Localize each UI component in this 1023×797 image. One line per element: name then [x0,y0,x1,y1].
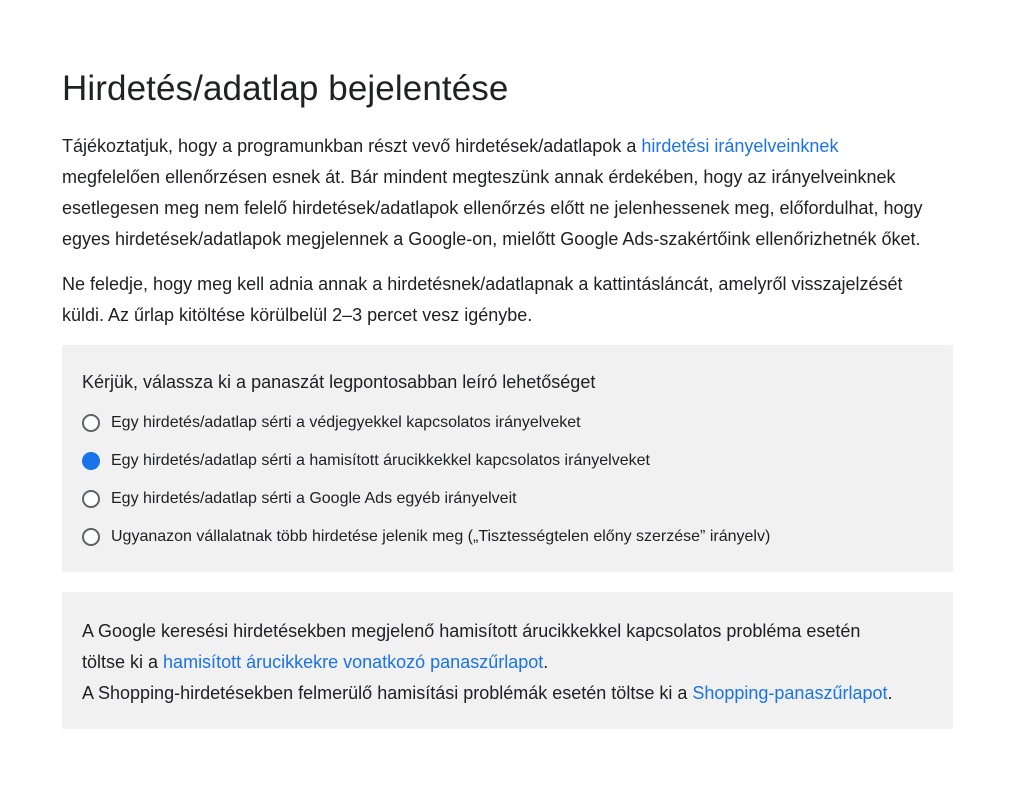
radio-unselected-icon[interactable] [82,490,100,508]
counterfeit-info-text [82,616,902,709]
intro-paragraph [62,131,932,255]
info-sentence1-before: A Google keresési hirdetésekben megjelenő hamisított árucikkekkel kapcsolatos probléma esetén töltse ki a [82,621,861,672]
info-sentence2-before: A Shopping-hirdetésekben felmerülő hamisítási problémák esetén töltse ki a [82,683,693,703]
radio-option-label: Egy hirdetés/adatlap sérti a Google Ads egyéb irányelveit [111,490,517,507]
radio-option-unfair-advantage[interactable] [82,527,925,547]
page-title: Hirdetés/adatlap bejelentése [62,69,509,108]
counterfeit-info-box [62,592,953,729]
advertising-policies-link[interactable]: hirdetési irányelveinknek [641,136,839,156]
radio-selected-icon[interactable] [82,452,100,470]
intro-text-after-link: megfelelően ellenőrzésen esnek át. Bár mindent megteszünk annak érdekében, hogy az irányelveinknek esetlegesen meg nem felelő hirdetések/adatlapok ellenőrzés előtt ne jelenhessenek meg, előfordulhat, hogy egyes hirdetések/adatlapok megjelennek a Google-on, mielőtt Google Ads-szakértőink ellenőrizhetnék őket. [62,167,923,249]
intro-text-before-link: Tájékoztatjuk, hogy a programunkban részt vevő hirdetések/adatlapok a [62,136,642,156]
counterfeit-complaint-form-link[interactable]: hamisított árucikkekre vonatkozó panaszűrlapot [163,652,544,672]
info-sentence1-after: . [543,652,549,672]
radio-option-counterfeit[interactable] [82,451,925,471]
radio-option-other-policies[interactable] [82,489,925,509]
radio-option-trademark[interactable] [82,413,925,433]
shopping-complaint-form-link[interactable]: Shopping-panaszűrlapot [692,683,888,703]
info-sentence2-after: . [887,683,893,703]
radio-option-label: Egy hirdetés/adatlap sérti a hamisított árucikkekkel kapcsolatos irányelveket [111,452,650,469]
radio-unselected-icon[interactable] [82,528,100,546]
note-paragraph: Ne feledje, hogy meg kell adnia annak a hirdetésnek/adatlapnak a kattintásláncát, amelyről visszajelzését küldi. Az űrlap kitöltése körülbelül 2–3 percet vesz igénybe. [62,274,903,325]
complaint-options-box [62,345,953,572]
radio-unselected-icon[interactable] [82,414,100,432]
radio-option-label: Ugyanazon vállalatnak több hirdetése jelenik meg („Tisztességtelen előny szerzése” irányelv) [111,528,771,545]
radio-option-label: Egy hirdetés/adatlap sérti a védjegyekkel kapcsolatos irányelveket [111,414,581,431]
complaint-question-label: Kérjük, válassza ki a panaszát legpontosabban leíró lehetőséget [82,372,596,392]
